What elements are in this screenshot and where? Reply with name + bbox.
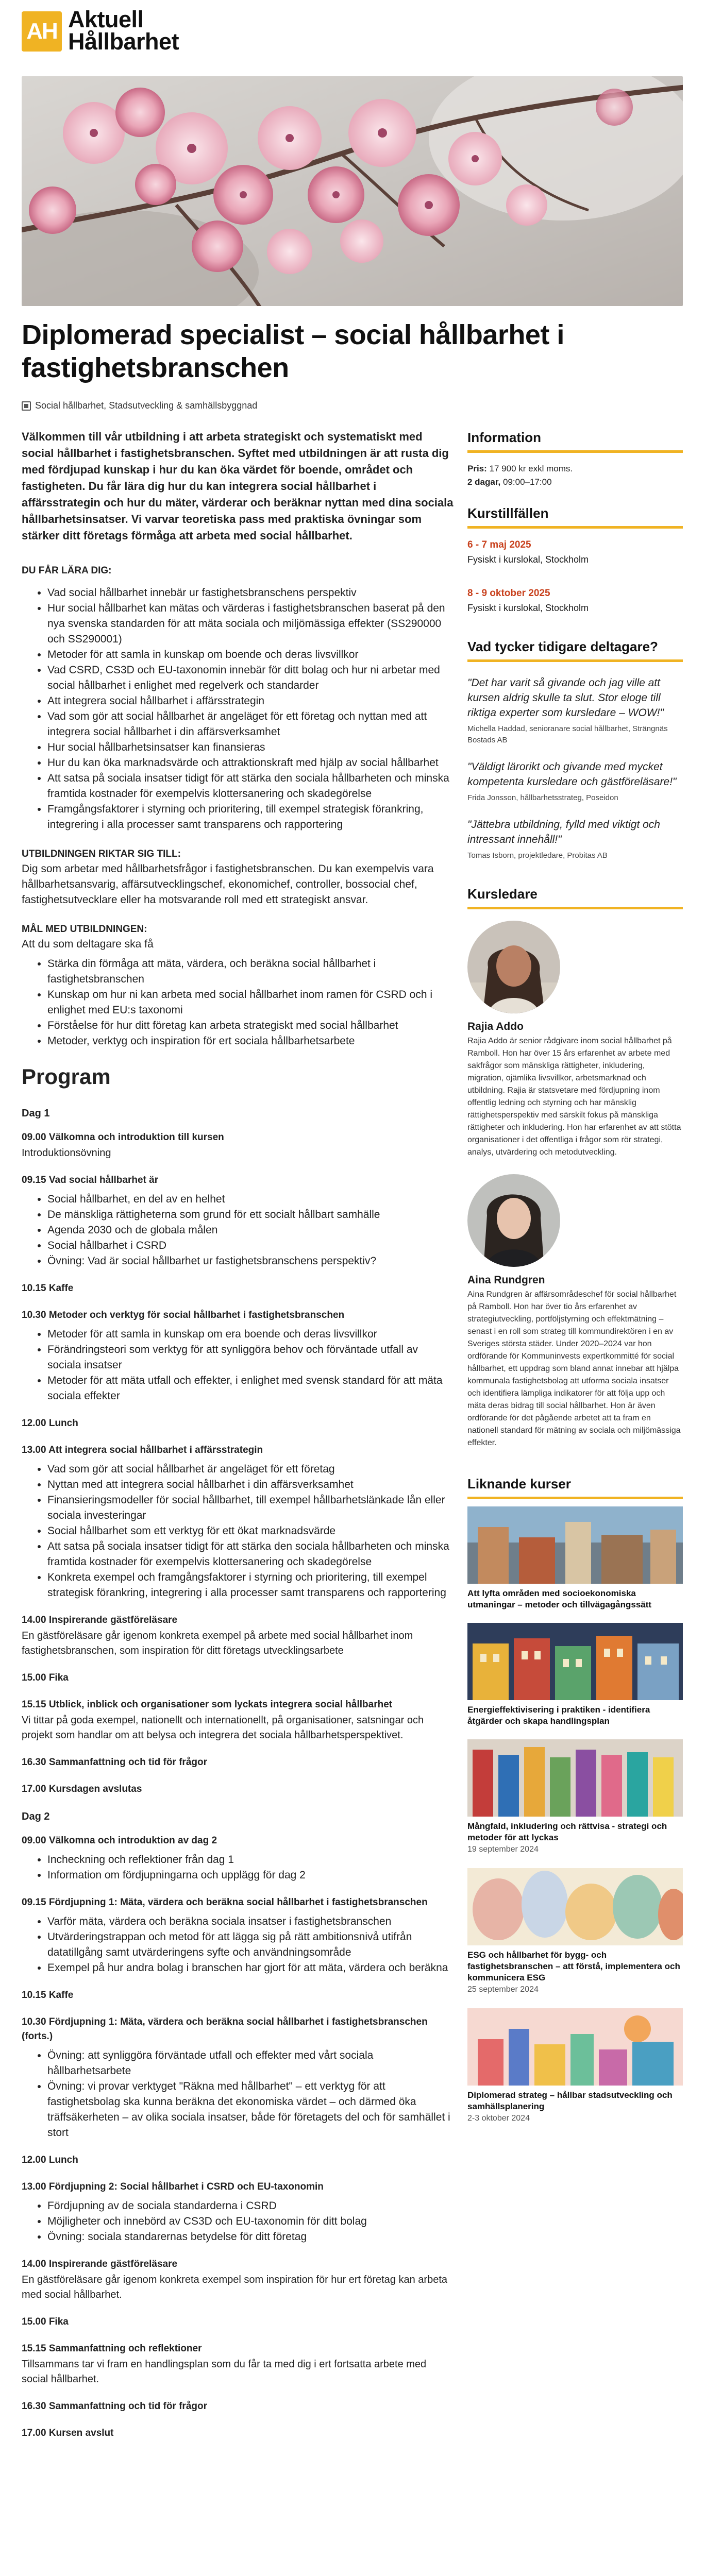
review-quote: "Det har varit så givande och jag ville att kursen aldrig skulle ta slut. Stor eloge till riktiga experter som kursledare – WOW!" (467, 677, 664, 719)
lead-paragraph: Välkommen till vår utbildning i att arbeta strategiskt och systematiskt med social hållbarhet i fastighetsbranschen. Syftet med utbildningen är att rusta dig med fördjupad kunskap i hur du kan öka värdet för boende, området och fastigheten. Du får lära dig hur du kan integrera social hållbarhet i affärsstrategin och hur du mäter, värderar och beräknar nyttan med dina sociala hållbarhetsinsatser. Vi varvar teoretiska pass med praktiska övningar som stärker ditt företags förmåga att arbeta med social hållbarhet. (22, 430, 454, 542)
leaders-heading: Kursledare (467, 885, 683, 909)
leader-name: Rajia Addo (467, 1021, 524, 1032)
program-bullet: • Att satsa på sociala insatser tidigt för att stärka den sociala hållbarheten och minska framtida kostnader för exempelvis klottersanering och skadegörelse (47, 1539, 455, 1570)
cherry-blossom-image (22, 76, 683, 306)
program-item-title: 13.00 Att integrera social hållbarhet i affärsstrategin (22, 1445, 263, 1455)
learn-item: • Hur social hållbarhet kan mätas och värderas i fastighetsbranschen baserat på den nya svenska standarden för att mäta sociala och miljömässiga effekter (SS290000 och SS290001) (47, 601, 455, 647)
goal-item: • Förståelse för hur ditt företag kan arbeta strategiskt med social hållbarhet (47, 1018, 455, 1033)
program-bullet: • Förändringsteori som verktyg för att synliggöra behov och förväntade utfall av sociala insatser (47, 1342, 455, 1373)
houses-image (467, 1623, 683, 1700)
event-date[interactable]: 6 - 7 maj 2025 (467, 539, 531, 550)
review-author: Tomas Isborn, projektledare, Probitas AB (467, 851, 608, 860)
program-item-title: 09.00 Välkomna och introduktion av dag 2 (22, 1835, 217, 1846)
program-bullet: • Varför mäta, värdera och beräkna sociala insatser i fastighetsbranschen (47, 1914, 455, 1929)
leader-photo (467, 921, 560, 1013)
course-title[interactable]: Att lyfta områden med socioekonomiska utmaningar – metoder och tillvägagångssätt (467, 1588, 652, 1609)
program-bullet: • Vad som gör att social hållbarhet är angeläget för ett företag (47, 1462, 455, 1477)
logo-line-2: Hållbarhet (68, 28, 179, 55)
review-quote: "Jättebra utbildning, fylld med viktigt och intressant innehåll!" (467, 819, 660, 845)
course-date: 19 september 2024 (467, 1845, 539, 1854)
events-heading: Kurstillfällen (467, 504, 683, 529)
learn-item: • Hur social hållbarhetsinsatser kan finansieras (47, 740, 455, 755)
learn-item: • Vad social hållbarhet innebär ur fastighetsbranschens perspektiv (47, 585, 455, 601)
learn-heading: DU FÅR LÄRA DIG: (22, 565, 112, 576)
program-item-title: 15.15 Sammanfattning och reflektioner (22, 2343, 202, 2354)
program-item-title: 09.15 Vad social hållbarhet är (22, 1175, 159, 1185)
related-course-card[interactable] (467, 1739, 683, 1856)
program-item-title: 12.00 Lunch (22, 1418, 78, 1429)
leader-name: Aina Rundgren (467, 1274, 545, 1286)
goal-text: Att du som deltagare ska få (22, 938, 154, 950)
target-text: Dig som arbetar med hållbarhetsfrågor i fastighetsbranschen. Du kan exempelvis vara hållbarhetsansvarig, affärsutvecklingschef, ekonomichef, controller, bossocial chef, fastighetsutvecklare eller ha motsvarande roll med ett strategiskt ansvar. (22, 863, 434, 906)
goal-item: • Kunskap om hur ni kan arbeta med social hållbarhet inom ramen för CSRD och i enlighet med EU:s taxonomi (47, 987, 455, 1018)
program-item-title: 10.30 Fördjupning 1: Mäta, värdera och beräkna social hållbarhet i fastighetsbranschen (forts.) (22, 2016, 428, 2042)
course-title[interactable]: Diplomerad strateg – hållbar stadsutveckling och samhällsplanering (467, 2090, 673, 2111)
course-thumbnail[interactable] (467, 1623, 683, 1700)
program-item-text: Introduktionsövning (22, 1147, 111, 1159)
logo-mark[interactable]: AH (22, 11, 62, 52)
learn-item: • Framgångsfaktorer i styrning och prioritering, till exempel strategisk förankring, integrering i alla processer samt transparens och rapportering (47, 802, 455, 833)
program-item-title: 16.30 Sammanfattning och tid för frågor (22, 1757, 207, 1768)
related-course-card[interactable] (467, 1506, 683, 1611)
related-course-card[interactable] (467, 1623, 683, 1727)
program-item-title: 10.15 Kaffe (22, 1283, 74, 1294)
program-bullet: • Finansieringsmodeller för social hållbarhet, till exempel hållbarhetslänkade lån eller sociala investeringar (47, 1493, 455, 1523)
program-item-title: 13.00 Fördjupning 2: Social hållbarhet i CSRD och EU-taxonomin (22, 2181, 324, 2192)
site-header (0, 0, 705, 77)
duration-value: 09:00–17:00 (503, 477, 552, 487)
program-item-text: Vi tittar på goda exempel, nationellt och internationellt, på organisationer, satsningar och projekt som handlar om att belysa och integrera det sociala hållbarhetsperspektivet. (22, 1715, 424, 1741)
learn-item: • Metoder för att samla in kunskap om boende och deras livsvillkor (47, 647, 455, 663)
program-item-title: 15.00 Fika (22, 2316, 69, 2327)
info-heading: Information (467, 429, 683, 453)
program-bullet: • Övning: sociala standarernas betydelse för ditt företag (47, 2229, 455, 2245)
program-bullets (22, 1914, 455, 1976)
program-item-title: 10.15 Kaffe (22, 1990, 74, 2001)
program-item-title: 09.00 Välkomna och introduktion till kursen (22, 1132, 224, 1143)
program-bullet: • Social hållbarhet i CSRD (47, 1238, 455, 1253)
course-thumbnail[interactable] (467, 1739, 683, 1817)
program-bullet: • Metoder för att samla in kunskap om era boende och deras livsvillkor (47, 1327, 455, 1342)
program-bullets (22, 1462, 455, 1601)
program-item-text: En gästföreläsare går igenom konkreta exempel på arbete med social hållbarhet inom fastighetsbranschen, som inspiration för ditt företags utvecklingsarbete (22, 1630, 413, 1656)
learn-list (22, 585, 455, 833)
program-bullets (22, 1192, 455, 1269)
program-bullets (22, 1852, 455, 1883)
logo-line-1: Aktuell (68, 6, 144, 32)
learn-item: • Vad CSRD, CS3D och EU-taxonomin innebär för ditt bolag och hur ni arbetar med social hållbarhet i enlighet med regelverk och standarder (47, 663, 455, 693)
course-thumbnail[interactable] (467, 1868, 683, 1945)
day-1-heading: Dag 1 (22, 1108, 50, 1119)
folder-icon (22, 401, 31, 411)
target-heading: UTBILDNINGEN RIKTAR SIG TILL: (22, 849, 181, 859)
program-item-title: 14.00 Inspirerande gästföreläsare (22, 2259, 178, 2269)
category-text[interactable]: Social hållbarhet, Stadsutveckling & samhällsbyggnad (35, 400, 258, 411)
hero-image (22, 76, 683, 306)
related-course-card[interactable] (467, 2008, 683, 2125)
event-location: Fysiskt i kurslokal, Stockholm (467, 554, 589, 565)
leader-avatar (467, 1174, 560, 1267)
event-location: Fysiskt i kurslokal, Stockholm (467, 603, 589, 613)
program-item-title: 10.30 Metoder och verktyg för social hållbarhet i fastighetsbranschen (22, 1310, 345, 1320)
program-item-title: 15.15 Utblick, inblick och organisationer som lyckats integrera social hållbarhet (22, 1699, 393, 1710)
price-value: 17 900 kr exkl moms. (489, 464, 573, 473)
related-course-card[interactable] (467, 1868, 683, 1996)
program-bullet: • Social hållbarhet som ett verktyg för ett ökat marknadsvärde (47, 1523, 455, 1539)
reviews-heading: Vad tycker tidigare deltagare? (467, 638, 683, 662)
program-bullet: • Möjligheter och innebörd av CS3D och EU-taxonomin för ditt bolag (47, 2214, 455, 2229)
program-bullet: • Konkreta exempel och framgångsfaktorer i styrning och prioritering, till exempel strategisk förankring, integrering i alla processer samt transparens och rapportering (47, 1570, 455, 1601)
course-thumbnail[interactable] (467, 1506, 683, 1584)
program-item-title: 17.00 Kursdagen avslutas (22, 1784, 142, 1794)
cylinders-image (467, 1868, 683, 1945)
event-date[interactable]: 8 - 9 oktober 2025 (467, 588, 550, 599)
program-item-title: 17.00 Kursen avslut (22, 2428, 114, 2438)
program-heading: Program (22, 1064, 111, 1089)
program-item-title: 14.00 Inspirerande gästföreläsare (22, 1615, 178, 1625)
course-title[interactable]: Mångfald, inkludering och rättvisa - strategi och metoder för att lyckas (467, 1821, 667, 1842)
program-bullet: • Incheckning och reflektioner från dag 1 (47, 1852, 455, 1868)
illustrated-city-image (467, 2008, 683, 2086)
goal-item: • Stärka din förmåga att mäta, värdera, och beräkna social hållbarhet i fastighetsbranschen (47, 956, 455, 987)
program-bullets (22, 2048, 455, 2141)
learn-item: • Att integrera social hållbarhet i affärsstrategin (47, 693, 455, 709)
program-bullet: • Agenda 2030 och de globala målen (47, 1223, 455, 1238)
learn-item: • Vad som gör att social hållbarhet är angeläget för ett företag och nyttan med att integrera social hållbarhet i din affärsverksamhet (47, 709, 455, 740)
program-bullet: • Information om fördjupningarna och upplägg för dag 2 (47, 1868, 455, 1883)
category-meta (22, 400, 257, 411)
course-date: 2-3 oktober 2024 (467, 2114, 530, 2123)
price-label: Pris: (467, 464, 487, 473)
goal-item: • Metoder, verktyg och inspiration för ert sociala hållbarhetsarbete (47, 1033, 455, 1049)
program-bullet: • Metoder för att mäta utfall och effekter, i enlighet med svensk standard för att mäta sociala effekter (47, 1373, 455, 1404)
course-title[interactable]: ESG och hållbarhet för bygg- och fastighetsbranschen – att förstå, implementera och kommunicera ESG (467, 1950, 680, 1982)
program-bullets (22, 1327, 455, 1404)
price-line (467, 462, 683, 476)
program-bullet: • Social hållbarhet, en del av en helhet (47, 1192, 455, 1207)
course-title[interactable]: Energieffektivisering i praktiken - identifiera åtgärder och skapa handlingsplan (467, 1705, 650, 1726)
program-item-title: 09.15 Fördjupning 1: Mäta, värdera och beräkna social hållbarhet i fastighetsbranschen (22, 1897, 428, 1908)
day-2-heading: Dag 2 (22, 1811, 50, 1822)
program-bullet: • Exempel på hur andra bolag i branschen har gjort för att mäta, värdera och beräkna (47, 1960, 455, 1976)
learn-item: • Att satsa på sociala insatser tidigt för att stärka den sociala hållbarheten och minska framtida kostnader för exempelvis klottersanering och skadegörelse (47, 771, 455, 802)
review-author: Frida Jonsson, hållbarhetsstrateg, Poseidon (467, 793, 618, 802)
course-thumbnail[interactable] (467, 2008, 683, 2086)
program-bullets (22, 2198, 455, 2245)
program-bullet: • Övning: vi provar verktyget "Räkna med hållbarhet" – ett verktyg för att fastighetsbolag ska kunna beräkna det ekonomiska värdet – och därmed öka träffsäkerheten – av olika sociala insatser, både för företagets del och för samhället i stort (47, 2079, 455, 2141)
leader-avatar (467, 921, 560, 1013)
program-bullet: • Utvärderingstrappan och metod för att lägga sig på rätt ambitionsnivå utifrån datatillgång samt utvärderingens syfte och användningsområde (47, 1929, 455, 1960)
leader-bio: Rajia Addo är senior rådgivare inom social hållbarhet på Ramboll. Hon har över 15 års erfarenhet av arbete med sakfrågor som mänskliga rättigheter, inkludering, migration, ojämlika livsvillkor, arbetsmarknad och utbildning. Rajia är statsvetare med fördjupning inom offentlig ledning och styrning och har mänsklig rättighetsperspektiv med särskilt fokus på mänskliga rättigheter och inkludering. Hon har erfarenhet av att stötta organisationer i det offentliga i frågor som rör strategi, analys, utvärdering och metodutveckling. (467, 1037, 681, 1157)
sidebar (467, 429, 683, 2137)
program-item-title: 12.00 Lunch (22, 2155, 78, 2165)
program-item-text: Tillsammans tar vi fram en handlingsplan som du får ta med dig i ert fortsatta arbete med social hållbarhet. (22, 2359, 427, 2385)
duration-line (467, 476, 683, 489)
program-bullet: • Övning: att synliggöra förväntade utfall och effekter med vårt sociala hållbarhetsarbete (47, 2048, 455, 2079)
course-date: 25 september 2024 (467, 1985, 539, 1994)
spools-image (467, 1739, 683, 1817)
main-content (22, 429, 455, 2453)
page-title: Diplomerad specialist – social hållbarhet i fastighetsbranschen (22, 319, 564, 383)
review-quote: "Väldigt lärorikt och givande med mycket kompetenta kursledare och gästföreläsare!" (467, 761, 677, 788)
learn-item: • Hur du kan öka marknadsvärde och attraktionskraft med hjälp av social hållbarhet (47, 755, 455, 771)
program-bullet: • De mänskliga rättigheterna som grund för ett socialt hållbart samhälle (47, 1207, 455, 1223)
goal-list (22, 956, 455, 1049)
related-courses-heading: Liknande kurser (467, 1475, 683, 1499)
review-author: Michella Haddad, senioranare social hållbarhet, Strängnäs Bostads AB (467, 724, 668, 744)
duration-label: 2 dagar, (467, 477, 501, 487)
logo-text[interactable] (68, 8, 179, 53)
program-item-title: 16.30 Sammanfattning och tid för frågor (22, 2401, 207, 2412)
goal-heading: MÅL MED UTBILDNINGEN: (22, 924, 147, 935)
program-bullet: • Övning: Vad är social hållbarhet ur fastighetsbranschens perspektiv? (47, 1253, 455, 1269)
city-image (467, 1506, 683, 1584)
program-bullet: • Nyttan med att integrera social hållbarhet i din affärsverksamhet (47, 1477, 455, 1493)
program-item-text: En gästföreläsare går igenom konkreta exempel som inspiration för hur ert företag kan arbeta med social hållbarhet. (22, 2274, 447, 2300)
program-bullet: • Fördjupning av de sociala standarderna i CSRD (47, 2198, 455, 2214)
leader-photo (467, 1174, 560, 1267)
leader-bio: Aina Rundgren är affärsområdeschef för social hållbarhet på Ramboll. Hon har över tio års erfarenhet av strategiutveckling, portföljstyrning och effektmätning – senast i en roll som strateg till kommundirektören i en av Sveriges största städer. Under 2020–2024 var hon ordförande för Kommuninvests expertkommitté för social hållbarhet, ett uppdrag som bland annat innebar att hjälpa kommunala fastighetsbolag att utforma sociala insatser och identifiera lämpliga indikatorer för att följa upp och mäta deras bidrag till social hållbarhet. Hon är även ordförande för det pågående arbetet att ta fram en nationell standard för mätning av sociala och miljömässiga effekter. (467, 1290, 681, 1447)
program-item-title: 15.00 Fika (22, 1672, 69, 1683)
